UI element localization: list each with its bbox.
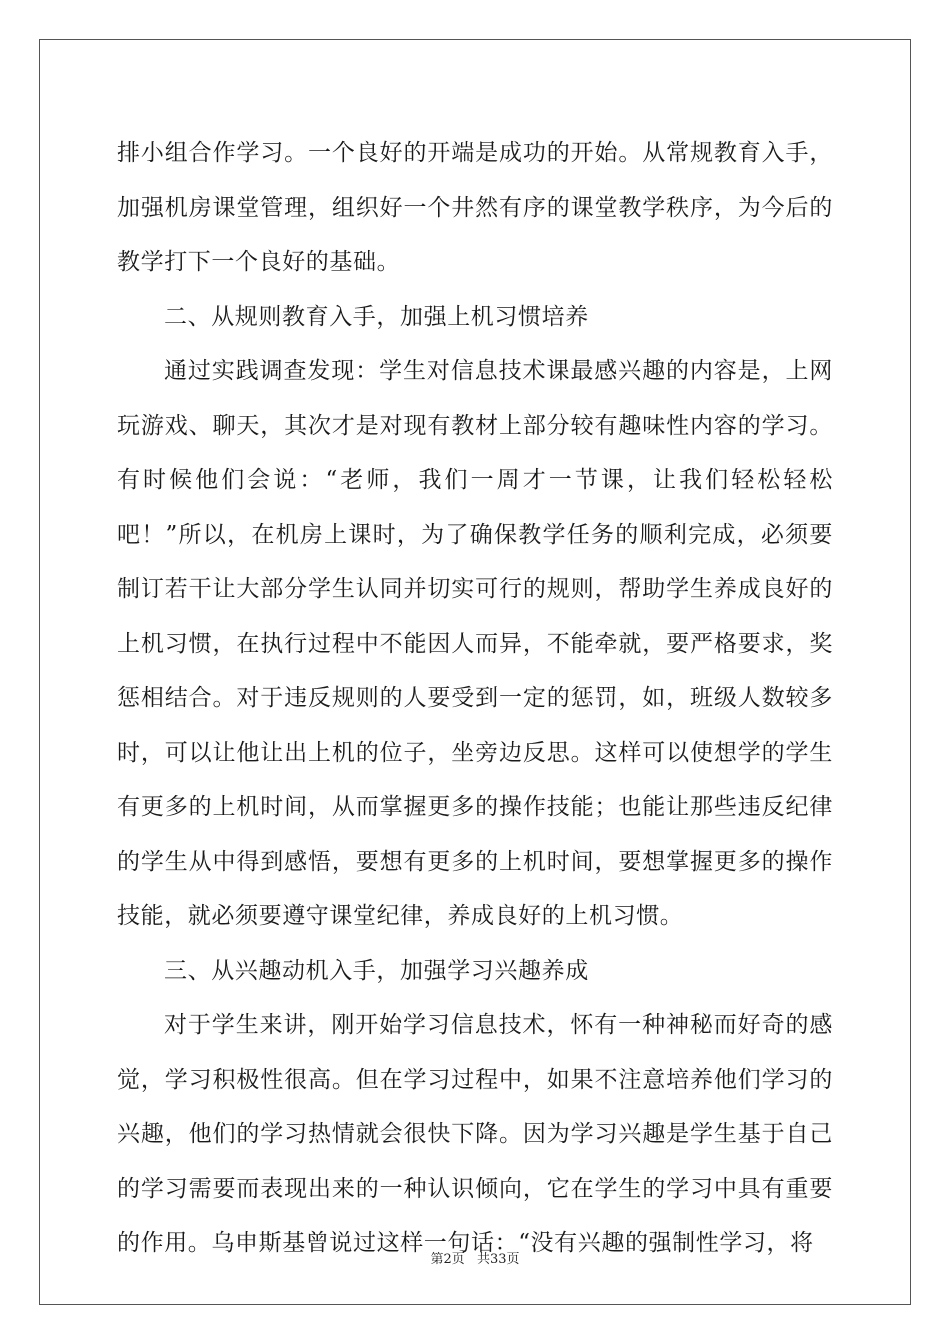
page-number: 第2页 [430,1252,465,1267]
paragraph-rules: 通过实践调查发现：学生对信息技术课最感兴趣的内容是，上网玩游戏、聊天，其次才是对现有教材上部分较有趣味性内容的学习。有时候他们会说：“老师，我们一周才一节课，让我们轻松轻松吧！”所以，在机房上课时，为了确保教学任务的顺利完成，必须要制订若干让大部分学生认同并切实可行的规则，帮助学生养成良好的上机习惯，在执行过程中不能因人而异，不能牵就，要严格要求，奖惩相结合。对于违反规则的人要受到一定的惩罚，如，班级人数较多时，可以让他让出上机的位子，坐旁边反思。这样可以使想学的学生有更多的上机时间，从而掌握更多的操作技能；也能让那些违反纪律的学生从中得到感悟，要想有更多的上机时间，要想掌握更多的操作技能，就必须要遵守课堂纪律，养成良好的上机习惯。 [117,358,833,929]
section-heading-3: 三、从兴趣动机入手，加强学习兴趣养成 [164,957,589,984]
paragraph-continuation: 排小组合作学习。一个良好的开端是成功的开始。从常规教育入手，加强机房课堂管理，组织好一个井然有序的课堂教学秩序，为今后的教学打下一个良好的基础。 [117,140,833,275]
total-pages: 共33页 [476,1252,520,1267]
document-body [117,126,833,1271]
page-footer [0,1248,950,1267]
section-heading-2: 二、从规则教育入手，加强上机习惯培养 [164,303,589,330]
paragraph-interest: 对于学生来讲，刚开始学习信息技术，怀有一种神秘而好奇的感觉，学习积极性很高。但在学习过程中，如果不注意培养他们学习的兴趣，他们的学习热情就会很快下降。因为学习兴趣是学生基于自己的学习需要而表现出来的一种认识倾向，它在学生的学习中具有重要的作用。乌申斯基曾说过这样一句话：“没有兴趣的强制性学习，将 [117,1012,833,1256]
